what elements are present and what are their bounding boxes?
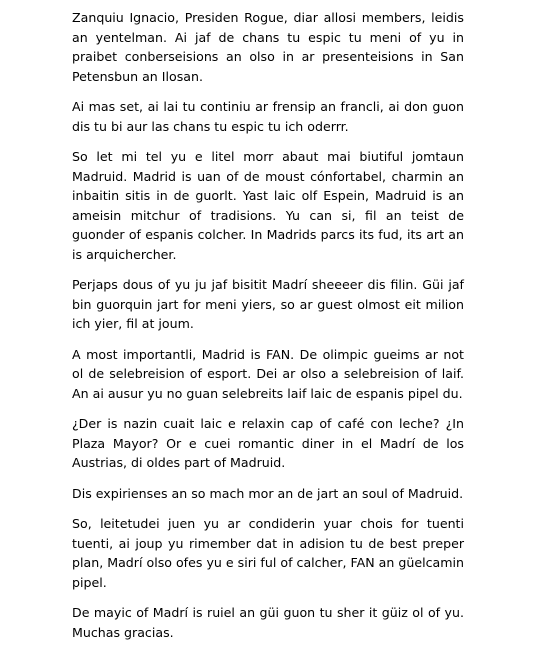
paragraph-4: Perjaps dous of yu ju jaf bisitit Madrí sheeeer dis filin. Güi jaf bin guorquin jart for meni yiers, so ar guest olmost eit milion ich yier, fil at joum. [72, 277, 464, 331]
speech-document [72, 8, 464, 653]
paragraph-3: So let mi tel yu e litel morr abaut mai biutiful jomtaun Madruid. Madrid is uan of de moust cónfortabel, charmin an inbaitin sitis in de guorlt. Yast laic olf Espein, Madruid is an ameisin mitchur of tradisions. Yu can si, fil an teist de guonder of espanis colcher. In Madrids parcs its fud, its art an is arquichercher. [72, 149, 464, 262]
paragraph-1: Zanquiu Ignacio, Presiden Rogue, diar allosi members, leidis an yentelman. Ai jaf de chans tu espic tu meni of yu in praibet conberseisions an olso in ar presenteisions in San Petensbun an Ilosan. [72, 10, 464, 84]
paragraph-6: ¿Der is nazin cuait laic e relaxin cap of café con leche? ¿In Plaza Mayor? Or e cuei romantic diner in el Madrí de los Austrias, di oldes part of Madruid. [72, 416, 464, 470]
paragraph-8: So, leitetudei juen yu ar condiderin yuar chois for tuenti tuenti, ai joup yu rimember dat in adision tu de best preper plan, Madrí olso ofes yu e siri ful of calcher, FAN an güelcamin pipel. [72, 516, 464, 590]
paragraph-7: Dis expirienses an so mach mor an de jart an soul of Madruid. [72, 485, 464, 501]
paragraph-9: De mayic of Madrí is ruiel an güi guon tu sher it güiz ol of yu. Muchas gracias. [72, 605, 464, 640]
paragraph-5: A most importantli, Madrid is FAN. De olimpic gueims ar not ol de selebreision of esport. Dei ar olso a selebreision of laif. An ai ausur yu no guan selebreits laif laic de espanis pipel du. [72, 346, 464, 401]
paragraph-2: Ai mas set, ai lai tu continiu ar frensip an francli, ai don guon dis tu bi aur las chans tu espic tu ich oderrr. [72, 99, 464, 134]
